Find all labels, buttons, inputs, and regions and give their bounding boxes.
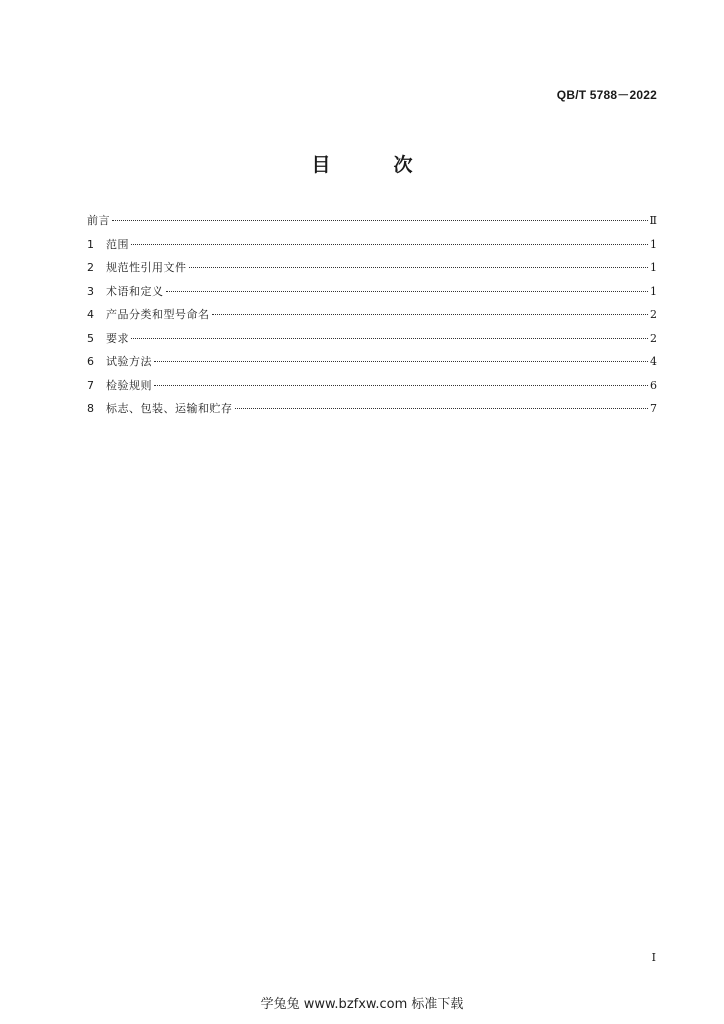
toc-entry-label: 术语和定义 — [106, 284, 164, 298]
toc-dot-leader — [235, 407, 649, 409]
toc-entry-number: 3 — [87, 284, 94, 298]
toc-entry-number: 5 — [87, 331, 94, 345]
toc-entry-label: 产品分类和型号命名 — [106, 308, 210, 321]
toc-title: 目 次 — [311, 154, 435, 176]
toc-dot-leader — [112, 219, 648, 221]
table-of-contents — [87, 211, 657, 423]
standard-number: QB/T 5788－2022 — [556, 88, 657, 102]
toc-dot-leader — [154, 360, 648, 362]
page-number: I — [651, 951, 656, 964]
toc-entry-page: 7 — [650, 402, 657, 415]
toc-entry-label: 规范性引用文件 — [106, 261, 187, 274]
toc-dot-leader — [212, 313, 649, 315]
toc-entry-test-methods[interactable] — [87, 352, 657, 376]
toc-entry-marking-packaging[interactable] — [87, 399, 657, 423]
toc-entry-scope[interactable] — [87, 235, 657, 259]
toc-dot-leader — [131, 243, 648, 245]
toc-dot-leader — [154, 384, 648, 386]
toc-entry-label: 范围 — [106, 237, 129, 251]
toc-entry-label: 试验方法 — [106, 355, 152, 368]
toc-dot-leader — [166, 290, 649, 292]
toc-entry-page: 6 — [650, 378, 657, 392]
toc-entry-label: 标志、包装、运输和贮存 — [106, 402, 233, 415]
toc-entry-classification[interactable] — [87, 305, 657, 329]
toc-entry-label: 要求 — [106, 331, 129, 345]
toc-entry-page: 2 — [650, 331, 657, 345]
toc-dot-leader — [131, 337, 648, 339]
toc-entry-number: 7 — [87, 378, 94, 392]
toc-entry-number: 4 — [87, 308, 94, 321]
toc-entry-label: 检验规则 — [106, 378, 152, 392]
toc-entry-number: 6 — [87, 355, 94, 368]
toc-entry-page: 1 — [650, 237, 657, 251]
toc-entry-terms-definitions[interactable] — [87, 282, 657, 306]
toc-entry-inspection-rules[interactable] — [87, 376, 657, 400]
toc-entry-number: 8 — [87, 402, 94, 415]
toc-entry-page: Ⅱ — [649, 214, 657, 227]
toc-entry-requirements[interactable] — [87, 329, 657, 353]
toc-entry-label: 前言 — [87, 214, 110, 227]
toc-entry-page: 4 — [650, 355, 657, 368]
site-watermark: 学兔兔 www.bzfxw.com 标准下载 — [260, 997, 464, 1012]
toc-dot-leader — [189, 266, 649, 268]
toc-entry-number: 1 — [87, 237, 94, 251]
toc-entry-foreword[interactable] — [87, 211, 657, 235]
toc-entry-page: 1 — [650, 261, 657, 274]
toc-entry-normative-references[interactable] — [87, 258, 657, 282]
toc-entry-number: 2 — [87, 261, 94, 274]
toc-entry-page: 2 — [650, 308, 657, 321]
toc-entry-page: 1 — [650, 284, 657, 298]
